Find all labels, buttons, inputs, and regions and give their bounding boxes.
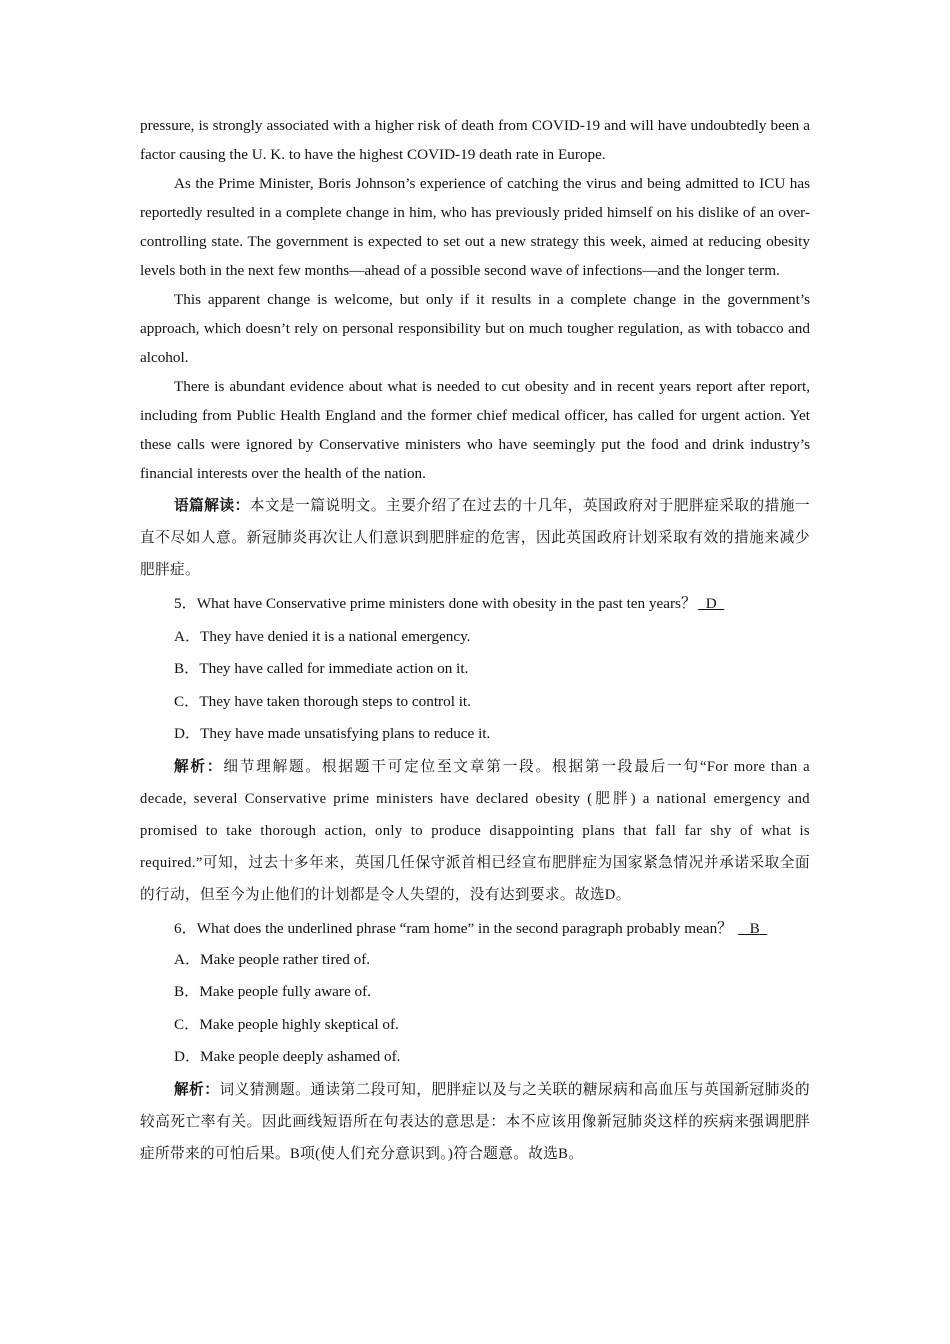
analysis-text: 词义猜测题。通读第二段可知，肥胖症以及与之关联的糖尿病和高血压与英国新冠肺炎的较高死亡率有关。因此画线短语所在句表达的意思是：本不应该用像新冠肺炎这样的疾病来强调肥胖症所带来的可怕后果。B项(使人们充分意识到。)符合题意。故选B。	[140, 1081, 811, 1162]
question-5-option-d: D．They have made unsatisfying plans to reduce it.	[174, 725, 491, 742]
question-6-text: 6．What does the underlined phrase “ram home” in the second paragraph probably mean？	[174, 919, 733, 937]
question-6-option-c: C．Make people highly skeptical of.	[174, 1015, 399, 1033]
question-5-text: 5．What have Conservative prime ministers done with obesity in the past ten years？	[174, 595, 697, 612]
document-page	[140, 111, 810, 1170]
question-5-analysis	[140, 751, 810, 911]
analysis-label: 解析：	[174, 758, 224, 775]
question-6-option-a: A．Make people rather tired of.	[174, 950, 371, 968]
question-5-option-b: B．They have called for immediate action on it.	[174, 660, 469, 677]
passage-paragraph: This apparent change is welcome, but only if it results in a complete change in the government’s approach, which doesn’t rely on personal responsibility but on much tougher regulation, as with tobacco and alcohol.	[140, 291, 810, 366]
question-5-stem	[140, 588, 810, 621]
question-6-option-d: D．Make people deeply ashamed of.	[174, 1048, 401, 1065]
question-6-answer: B	[749, 919, 760, 937]
question-5-option-c: C．They have taken thorough steps to control it.	[174, 692, 471, 710]
summary-text: 本文是一篇说明文。主要介绍了在过去的十几年，英国政府对于肥胖症采取的措施一直不尽如人意。新冠肺炎再次让人们意识到肥胖症的危害，因此英国政府计划采取有效的措施来减少肥胖症。	[140, 498, 810, 578]
analysis-text: 细节理解题。根据题干可定位至文章第一段。根据第一段最后一句“For more than a decade, several Conservative prime ministers have declared obesity (肥胖) a national emergency and promised to take thorough action, only to produce disappointing plans that fall far shy of what is required.”可知，过去十多年来，英国几任保守派首相已经宣布肥胖症为国家紧急情况并承诺采取全面的行动，但至今为止他们的计划都是令人失望的，没有达到要求。故选D。	[140, 758, 810, 903]
passage-paragraph: There is abundant evidence about what is needed to cut obesity and in recent years report after report, including from Public Health England and the former chief medical officer, has called for urgent action. Yet these calls were ignored by Conservative ministers who have seemingly put the food and drink industry’s financial interests over the health of the nation.	[140, 378, 810, 482]
passage-summary	[140, 490, 810, 586]
question-5-answer: D	[705, 595, 717, 612]
passage-paragraph: pressure, is strongly associated with a higher risk of death from COVID-19 and will have undoubtedly been a factor causing the U. K. to have the highest COVID-19 death rate in Europe.	[140, 117, 810, 163]
question-6-stem	[140, 913, 810, 944]
question-5-option-a: A．They have denied it is a national emergency.	[174, 627, 471, 645]
question-6-analysis	[140, 1074, 810, 1170]
question-6-option-b: B．Make people fully aware of.	[174, 983, 371, 1000]
analysis-label: 解析：	[174, 1081, 220, 1098]
summary-label: 语篇解读：	[174, 498, 250, 514]
passage-paragraph: As the Prime Minister, Boris Johnson’s experience of catching the virus and being admitted to ICU has reportedly resulted in a complete change in him, who has previously prided himself on his dislike of an over-controlling state. The government is expected to set out a new strategy this week, aimed at reducing obesity levels both in the next few months—ahead of a possible second wave of infections—and the longer term.	[140, 175, 810, 279]
